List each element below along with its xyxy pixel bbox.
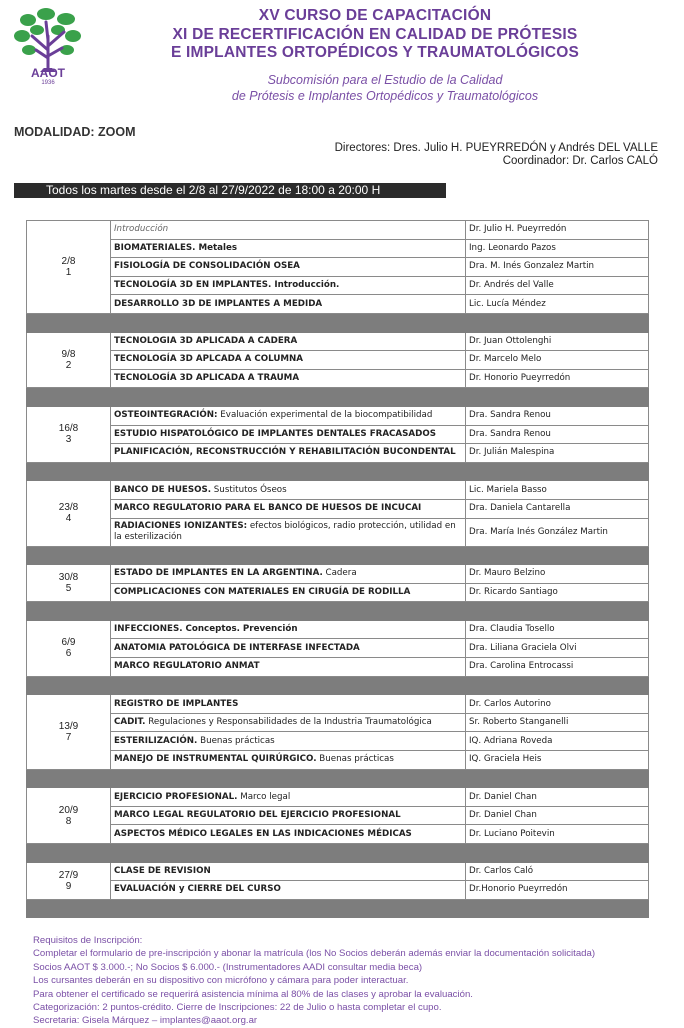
session-date-cell	[27, 620, 111, 676]
table-row	[27, 332, 649, 351]
topic-detail: Introducción	[114, 224, 169, 235]
table-row	[27, 732, 649, 751]
session-date-cell	[27, 406, 111, 462]
separator-cell	[27, 602, 649, 621]
speaker-cell: Dr. Carlos Autorino	[466, 695, 649, 714]
schedule-bar: Todos los martes desde el 2/8 al 27/9/2022 de 18:00 a 20:00 H	[14, 183, 446, 198]
topic-cell	[111, 425, 466, 444]
speaker-cell: Dra. Sandra Renou	[466, 406, 649, 425]
topic-title: FISIOLOGÍA DE CONSOLIDACIÓN OSEA	[114, 261, 300, 272]
session-separator	[27, 313, 649, 332]
topic-title: EJERCICIO PROFESIONAL.	[114, 791, 238, 802]
topic-cell	[111, 825, 466, 844]
session-date: 20/9	[58, 804, 79, 816]
topic-detail: Marco legal	[237, 791, 291, 802]
session-date-cell	[27, 695, 111, 769]
table-row	[27, 881, 649, 900]
speaker-cell: Dra. Liliana Graciela Olvi	[466, 639, 649, 658]
table-row	[27, 499, 649, 518]
separator-cell	[27, 676, 649, 695]
topic-title: COMPLICACIONES CON MATERIALES EN CIRUGÍA DE RODILLA	[114, 586, 411, 597]
topic-cell	[111, 276, 466, 295]
table-row	[27, 620, 649, 639]
table-row	[27, 221, 649, 240]
speaker-cell: Dr. Luciano Poitevin	[466, 825, 649, 844]
topic-cell	[111, 862, 466, 881]
separator-cell	[27, 388, 649, 407]
topic-cell	[111, 295, 466, 314]
footer-line: Secretaria: Gisela Márquez – implantes@aaot.org.ar	[33, 1015, 258, 1027]
topic-title: TECNOLOGÍA 3D APLICADA A TRAUMA	[114, 373, 300, 384]
topic-cell	[111, 369, 466, 388]
topic-cell	[111, 351, 466, 370]
topic-cell	[111, 881, 466, 900]
speaker-cell: Dr. Andrés del Valle	[466, 276, 649, 295]
session-date-cell	[27, 565, 111, 602]
coordinator-line: Coordinador: Dr. Carlos CALÓ	[502, 155, 658, 167]
topic-detail: Evaluación experimental de la biocompatibilidad	[217, 410, 433, 421]
topic-title: BANCO DE HUESOS.	[114, 484, 212, 495]
topic-title: MANEJO DE INSTRUMENTAL QUIRÚRGICO.	[114, 754, 317, 765]
topic-title: MARCO REGULATORIO ANMAT	[114, 661, 260, 672]
topic-cell	[111, 639, 466, 658]
session-number: 5	[65, 583, 72, 595]
topic-cell	[111, 583, 466, 602]
speaker-cell: Dr. Ricardo Santiago	[466, 583, 649, 602]
topic-title: TECNOLOGÍA 3D APLCADA A COLUMNA	[114, 354, 304, 365]
topic-detail: Buenas prácticas	[316, 754, 394, 765]
table-row	[27, 276, 649, 295]
separator-cell	[27, 313, 649, 332]
course-title-line-3: E IMPLANTES ORTOPÉDICOS Y TRAUMATOLÓGICOS	[170, 44, 580, 61]
table-row	[27, 239, 649, 258]
topic-title: MARCO REGULATORIO PARA EL BANCO DE HUESOS DE INCUCAI	[114, 503, 422, 514]
topic-detail: Regulaciones y Responsabilidades de la Industria Traumatológica	[145, 717, 432, 728]
speaker-cell: Dr. Julio H. Pueyrredón	[466, 221, 649, 240]
speaker-cell: Dr. Julián Malespina	[466, 444, 649, 463]
footer-line: Requisitos de Inscripción:	[33, 935, 143, 946]
speaker-cell: Dr. Honorio Pueyrredón	[466, 369, 649, 388]
topic-cell	[111, 565, 466, 584]
speaker-cell: Lic. Lucía Méndez	[466, 295, 649, 314]
topic-title: TECNOLOGIA 3D APLICADA A CADERA	[114, 335, 298, 346]
topic-title: EVALUACIÓN y CIERRE DEL CURSO	[114, 884, 281, 895]
topic-cell	[111, 221, 466, 240]
speaker-cell: Dr. Daniel Chan	[466, 806, 649, 825]
session-number: 9	[65, 880, 72, 892]
topic-title: RADIACIONES IONIZANTES:	[114, 521, 248, 531]
table-row	[27, 518, 649, 546]
topic-cell	[111, 620, 466, 639]
session-date: 13/9	[58, 720, 79, 732]
table-row	[27, 583, 649, 602]
topic-cell	[111, 658, 466, 677]
session-separator	[27, 769, 649, 788]
speaker-cell: IQ. Adriana Roveda	[466, 732, 649, 751]
separator-cell	[27, 899, 649, 918]
separator-cell	[27, 769, 649, 788]
speaker-cell: Dra. Sandra Renou	[466, 425, 649, 444]
topic-detail: Cadera	[322, 568, 357, 579]
topic-cell	[111, 499, 466, 518]
table-row	[27, 481, 649, 500]
separator-cell	[27, 844, 649, 863]
topic-title: ESTADO DE IMPLANTES EN LA ARGENTINA.	[114, 568, 323, 579]
session-number: 6	[65, 648, 72, 660]
topic-title: CADIT.	[114, 717, 146, 728]
session-date-cell	[27, 862, 111, 899]
speaker-cell: Dra. Carolina Entrocassi	[466, 658, 649, 677]
speaker-cell: Dra. Claudia Tosello	[466, 620, 649, 639]
session-separator	[27, 844, 649, 863]
topic-cell	[111, 332, 466, 351]
table-row	[27, 444, 649, 463]
speaker-cell: Dr. Juan Ottolenghi	[466, 332, 649, 351]
course-title-line-2: XI DE RECERTIFICACIÓN EN CALIDAD DE PRÓTESIS	[172, 26, 578, 43]
topic-title: DESARROLLO 3D DE IMPLANTES A MEDIDA	[114, 298, 323, 309]
table-row	[27, 695, 649, 714]
session-date: 2/8	[61, 255, 76, 267]
speaker-cell: Dr. Marcelo Melo	[466, 351, 649, 370]
table-row	[27, 406, 649, 425]
footer-line: Completar el formulario de pre-inscripción y abonar la matrícula (los No Socios deberán además enviar la documentación solicitada)	[33, 948, 596, 960]
table-row	[27, 862, 649, 881]
session-separator	[27, 602, 649, 621]
topic-cell	[111, 518, 466, 546]
topic-title: ESTERILIZACIÓN.	[114, 735, 198, 746]
footer-line: Para obtener el certificado se requerirá asistencia mínima al 80% de las clases y aprobar la evaluación.	[33, 988, 473, 1000]
schedule-table-body	[27, 221, 649, 918]
session-date: 6/9	[61, 637, 76, 649]
topic-cell	[111, 406, 466, 425]
session-date-cell	[27, 481, 111, 546]
table-row	[27, 806, 649, 825]
logo-text: AAOT	[31, 66, 65, 80]
footer-line: Los cursantes deberán en su dispositivo con micrófono y cámara para poder interactuar.	[33, 975, 409, 987]
topic-title: OSTEOINTEGRACIÓN:	[114, 410, 218, 421]
session-separator	[27, 388, 649, 407]
speaker-cell: Dr.Honorio Pueyrredón	[466, 881, 649, 900]
session-separator	[27, 676, 649, 695]
topic-detail: efectos biológicos, radio protección, utilidad en la esterilización	[114, 521, 456, 542]
session-date-cell	[27, 332, 111, 388]
topic-cell	[111, 732, 466, 751]
table-row	[27, 788, 649, 807]
speaker-cell: Lic. Mariela Basso	[466, 481, 649, 500]
course-title-line-1: XV CURSO DE CAPACITACIÓN	[258, 7, 492, 24]
topic-title: ASPECTOS MÉDICO LEGALES EN LAS INDICACIONES MÉDICAS	[114, 828, 412, 839]
table-row	[27, 825, 649, 844]
topic-cell	[111, 713, 466, 732]
table-row	[27, 565, 649, 584]
speaker-cell: Dr. Mauro Belzino	[466, 565, 649, 584]
topic-title: MARCO LEGAL REGULATORIO DEL EJERCICIO PROFESIONAL	[114, 810, 401, 821]
session-date: 16/8	[58, 423, 79, 435]
topic-cell	[111, 751, 466, 770]
speaker-cell: Dra. Daniela Cantarella	[466, 499, 649, 518]
session-number: 1	[65, 266, 72, 278]
topic-cell	[111, 239, 466, 258]
session-date: 30/8	[58, 572, 79, 584]
registration-requirements	[33, 934, 653, 1028]
topic-title: REGISTRO DE IMPLANTES	[114, 698, 239, 709]
table-row	[27, 425, 649, 444]
modality-label: MODALIDAD: ZOOM	[14, 125, 136, 139]
session-date: 9/8	[61, 348, 76, 360]
session-number: 3	[65, 434, 72, 446]
footer-line: Categorización: 2 puntos-crédito. Cierre de Inscripciones: 22 de Julio o hasta completar el cupo.	[33, 1002, 442, 1014]
table-row	[27, 295, 649, 314]
topic-cell	[111, 481, 466, 500]
directors-block	[335, 142, 658, 168]
speaker-cell: Dr. Carlos Caló	[466, 862, 649, 881]
speaker-cell: IQ. Graciela Heis	[466, 751, 649, 770]
table-row	[27, 713, 649, 732]
directors-line: Directores: Dres. Julio H. PUEYRREDÓN y Andrés DEL VALLE	[334, 142, 658, 154]
aaot-logo	[12, 6, 84, 90]
session-date-cell	[27, 788, 111, 844]
topic-title: INFECCIONES. Conceptos. Prevención	[114, 624, 298, 635]
speaker-cell: Dra. M. Inés Gonzalez Martin	[466, 258, 649, 277]
logo-year: 1936	[41, 80, 55, 86]
table-row	[27, 751, 649, 770]
topic-title: CLASE DE REVISION	[114, 865, 211, 876]
subtitle-line-1: Subcomisión para el Estudio de la Calidad	[267, 73, 503, 87]
session-date: 27/9	[58, 869, 79, 881]
speaker-cell: Ing. Leonardo Pazos	[466, 239, 649, 258]
session-number: 8	[65, 815, 72, 827]
topic-title: PLANIFICACIÓN, RECONSTRUCCIÓN Y REHABILITACIÓN BUCONDENTAL	[114, 447, 456, 458]
speaker-cell: Dra. María Inés González Martin	[466, 518, 649, 546]
topic-title: BIOMATERIALES. Metales	[114, 242, 238, 253]
session-date-cell	[27, 221, 111, 314]
topic-cell	[111, 258, 466, 277]
session-number: 7	[65, 731, 72, 743]
session-separator	[27, 462, 649, 481]
topic-cell	[111, 806, 466, 825]
session-separator	[27, 546, 649, 565]
table-row	[27, 639, 649, 658]
session-separator	[27, 899, 649, 918]
table-row	[27, 658, 649, 677]
speaker-cell: Sr. Roberto Stanganelli	[466, 713, 649, 732]
schedule-table	[26, 220, 649, 918]
subtitle-line-2: de Prótesis e Implantes Ortopédicos y Traumatológicos	[231, 89, 539, 103]
session-date: 23/8	[58, 502, 79, 514]
separator-cell	[27, 546, 649, 565]
topic-cell	[111, 444, 466, 463]
topic-cell	[111, 695, 466, 714]
session-number: 2	[65, 359, 72, 371]
table-row	[27, 258, 649, 277]
topic-detail: Sustitutos Óseos	[211, 484, 287, 495]
table-row	[27, 351, 649, 370]
footer-line: Socios AAOT $ 3.000.-; No Socios $ 6.000.- (Instrumentadores AADI consultar media beca)	[33, 961, 423, 973]
session-number: 4	[65, 513, 72, 525]
table-row	[27, 369, 649, 388]
topic-title: TECNOLOGÍA 3D EN IMPLANTES. Introducción.	[114, 280, 340, 291]
topic-title: ANATOMIA PATOLÓGICA DE INTERFASE INFECTADA	[114, 642, 360, 653]
topic-cell	[111, 788, 466, 807]
separator-cell	[27, 462, 649, 481]
topic-detail: Buenas prácticas	[197, 735, 275, 746]
topic-title: ESTUDIO HISPATOLÓGICO DE IMPLANTES DENTALES FRACASADOS	[114, 428, 436, 439]
speaker-cell: Dr. Daniel Chan	[466, 788, 649, 807]
